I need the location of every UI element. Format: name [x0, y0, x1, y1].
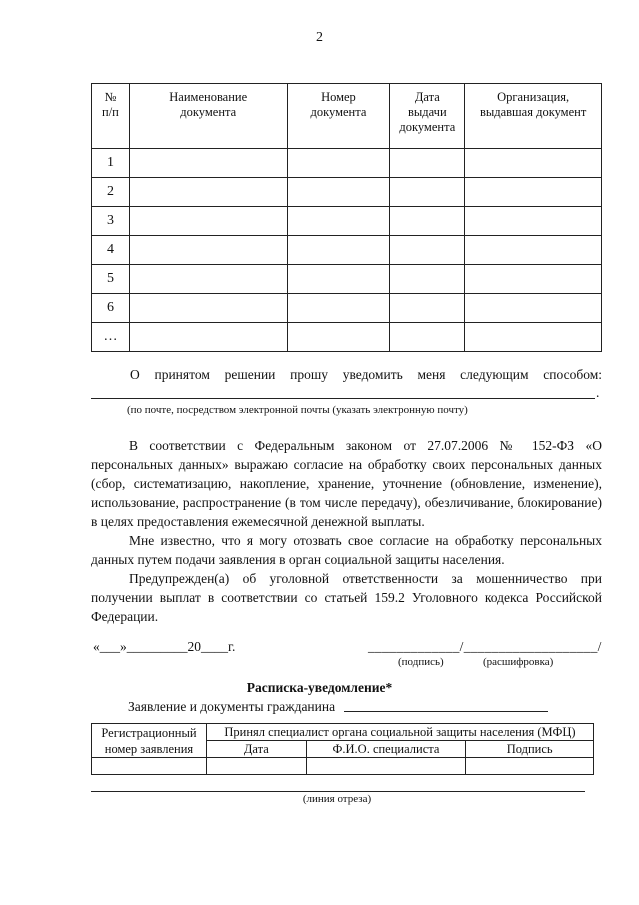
header-issue-date: Дата выдачи документа — [390, 84, 465, 149]
receipt-subtitle: Заявление и документы гражданина — [128, 699, 336, 714]
row-number: … — [92, 323, 130, 352]
cut-line-label: (линия отреза) — [302, 793, 372, 805]
documents-table — [91, 83, 602, 352]
table-row — [92, 207, 602, 236]
table-row — [92, 236, 602, 265]
reg-number-header: Регистрационный номер заявления — [92, 724, 207, 758]
consent-paragraph-2: Мне известно, что я могу отозвать свое согласие на обработку персональных данных путем подачи заявления в орган социальной защиты населения. — [91, 533, 602, 567]
table-row — [92, 758, 594, 775]
signature-header: Подпись — [466, 741, 594, 758]
signature-label: (подпись) — [398, 656, 444, 668]
signature-line: _____________/___________________/ — [368, 639, 602, 654]
page-number: 2 — [316, 30, 323, 45]
notify-end: . — [596, 385, 600, 400]
applicant-fill-line — [344, 711, 548, 712]
date-line: «___»_________20____г. — [93, 639, 236, 654]
row-number: 4 — [92, 236, 130, 265]
row-number: 6 — [92, 294, 130, 323]
header-doc-number: Номер документа — [287, 84, 390, 149]
table-row — [92, 149, 602, 178]
fio-header: Ф.И.О. специалиста — [306, 741, 466, 758]
notify-fill-line — [91, 398, 595, 399]
table-row — [92, 323, 602, 352]
table-row — [92, 294, 602, 323]
notify-text: О принятом решении прошу уведомить меня следующим способом: — [130, 367, 602, 382]
consent-paragraph-3: Предупрежден(а) об уголовной ответственности за мошенничество при получении выплат в соответствии со статьей 159.2 Уголовного кодекса Российской Федерации. — [91, 571, 602, 624]
cut-line — [91, 791, 585, 792]
documents-table-header — [92, 84, 602, 149]
header-organization: Организация, выдавшая документ — [465, 84, 602, 149]
accepted-by-header: Принял специалист органа социальной защиты населения (МФЦ) — [206, 724, 593, 741]
header-number: № п/п — [92, 84, 130, 149]
date-header: Дата — [206, 741, 306, 758]
consent-paragraph-1: В соответствии с Федеральным законом от 27.07.2006 № 152-ФЗ «О персональных данных» выражаю согласие на обработку своих персональных данных (сбор, систематизацию, накопление, хранение, уточнение (обновление, изменение), использование, распространение (в том числе передачу), обезличивание, блокирование) в целях предоставления ежемесячной денежной выплаты. — [91, 438, 602, 529]
row-number: 1 — [92, 149, 130, 178]
header-doc-name: Наименование документа — [129, 84, 287, 149]
row-number: 3 — [92, 207, 130, 236]
table-row — [92, 265, 602, 294]
notify-hint: (по почте, посредством электронной почты (указать электронную почту) — [127, 404, 468, 416]
row-number: 2 — [92, 178, 130, 207]
receipt-table — [91, 723, 594, 775]
receipt-title: Расписка-уведомление* — [246, 680, 393, 695]
row-number: 5 — [92, 265, 130, 294]
table-row — [92, 178, 602, 207]
decode-label: (расшифровка) — [483, 656, 554, 668]
